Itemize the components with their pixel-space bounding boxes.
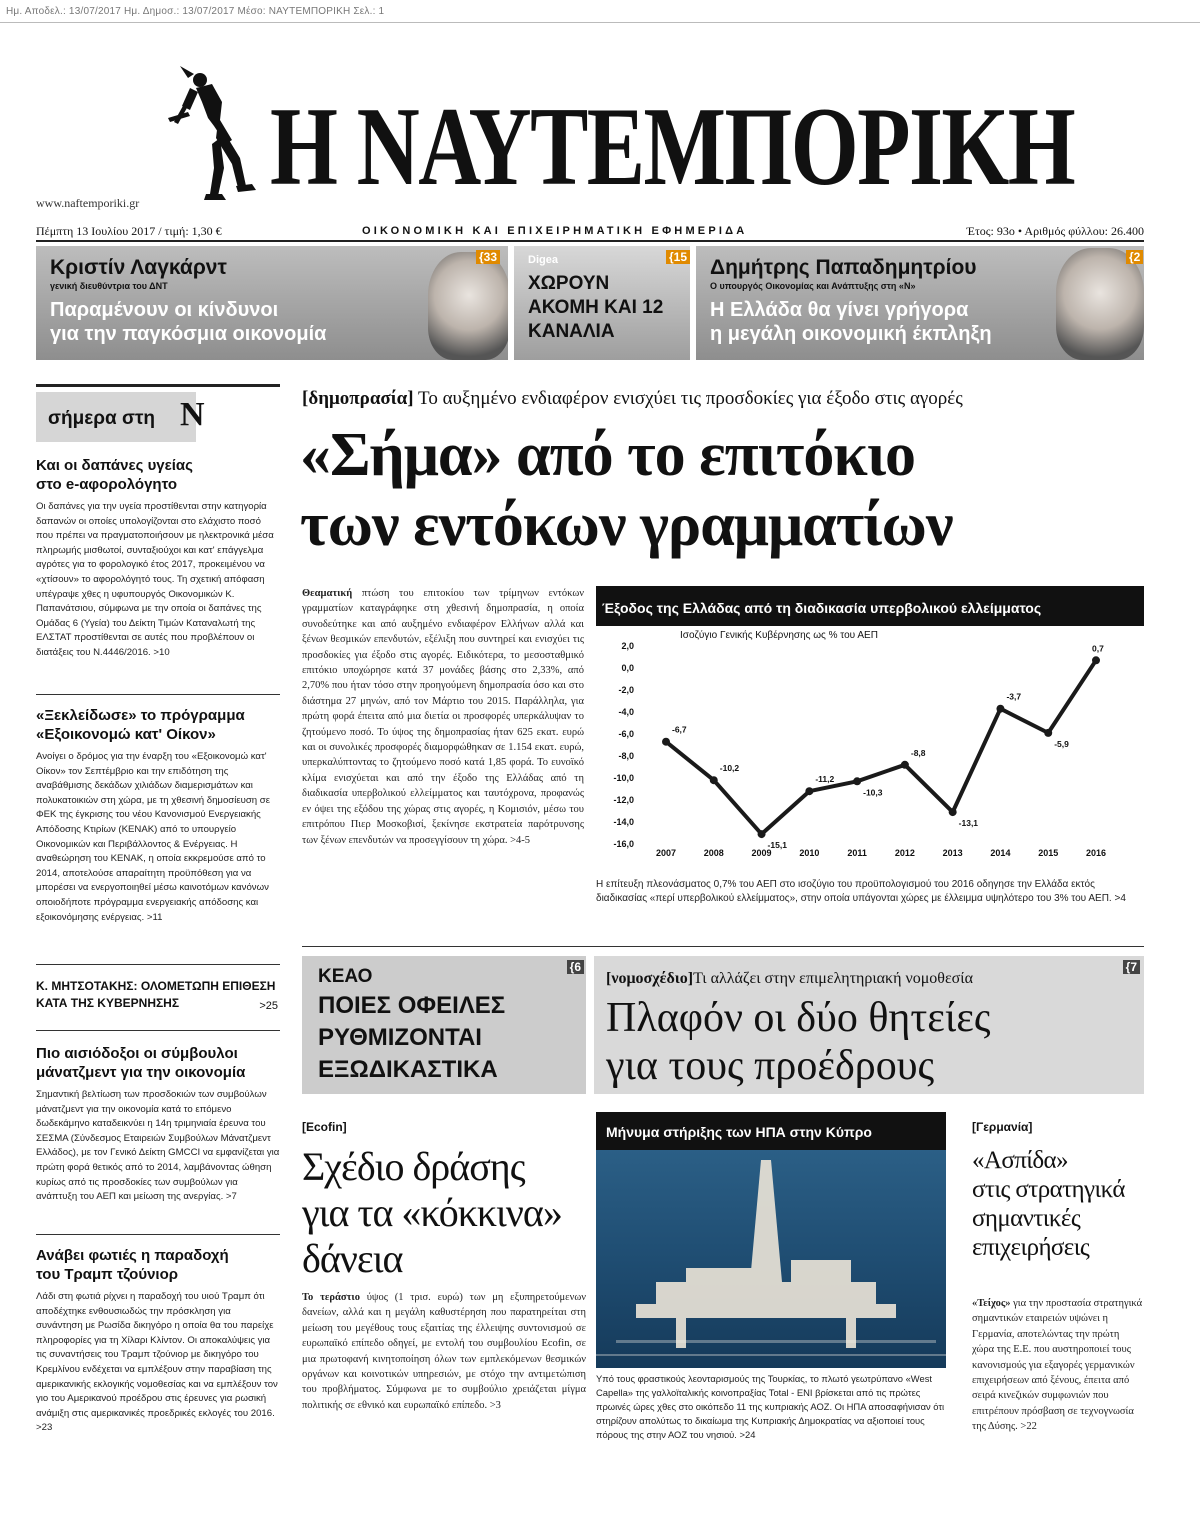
page-ref: {33 bbox=[476, 250, 500, 264]
ecofin-tag: [Ecofin] bbox=[302, 1120, 347, 1134]
data-label: -5,9 bbox=[1054, 738, 1069, 749]
story-body: Λάδι στη φωτιά ρίχνει η παραδοχή του υιού Τραμπ ότι αποδέχτηκε ενθουσιωδώς την πρόσκληση για συνάντηση με Ρωσίδα δικηγόρο η οποία θα του παρείχε πληροφορίες για τη Χίλαρι Κλίντον. Οι αποκαλύψεις για τις συναντήσεις του Τραμπ τζούνιορ με δικηγόρο του Κρεμλίνου ενδέχεται να εμπλέξουν στην παραβίαση της αμερικανικής εκλογικής νομοθεσίας και να εμπλέξουν τον γιο του Αμερικανού προέδρου στις έρευνες για ρωσική ανάμιξη στις αμερικανικές προεδρικές εκλογές του 2016. >23 bbox=[36, 1291, 278, 1434]
ecofin-headline-line: δάνεια bbox=[302, 1236, 403, 1281]
story-body: Σημαντική βελτίωση των προσδοκιών των συμβούλων μάνατζμεντ για την οικονομία κατά το επόμενο δωδεκάμηνο καταδεικνύει η 14η τριμηνιαία έρευνα του ΣΕΣΜΑ (Σύνδεσμος Εταιρειών Συμβούλων Μάνατζμεντ Ελλάδος), με τον Γενικό Δείκτη GMCCI να εμφανίζεται για πρώτη φορά θετικός από το 2014, λαμβάνοντας ώθηση κυρίως από τις προσδοκίες των συμβούλων για ανάπτυξη του ΑΕΠ και μείωση της ανεργίας. >7 bbox=[36, 1089, 280, 1203]
story-title: Και οι δαπάνες υγείας στο e-αφορολόγητο bbox=[36, 457, 193, 493]
tagline: ΟΙΚΟΝΟΜΙΚΗ ΚΑΙ ΕΠΙΧΕΙΡΗΜΑΤΙΚΗ ΕΦΗΜΕΡΙΔΑ bbox=[362, 225, 748, 237]
drilling-rig-icon bbox=[596, 1150, 946, 1368]
y-tick-label: -4,0 bbox=[618, 707, 634, 717]
y-tick-label: -16,0 bbox=[613, 839, 634, 849]
data-point bbox=[758, 830, 766, 838]
germany-headline-line: επιχειρήσεις bbox=[972, 1234, 1090, 1261]
banner-papadimitriou[interactable] bbox=[696, 246, 1144, 360]
banner-lagarde[interactable] bbox=[36, 246, 508, 360]
photo-title: Μήνυμα στήριξης των ΗΠΑ στην Κύπρο bbox=[606, 1124, 872, 1140]
y-tick-label: -8,0 bbox=[618, 751, 634, 761]
x-tick-label: 2015 bbox=[1038, 848, 1059, 858]
data-label: -6,7 bbox=[672, 724, 687, 735]
top-divider bbox=[0, 22, 1200, 23]
germany-body-lead: «Τείχος» bbox=[972, 1298, 1011, 1309]
clipping-meta: Ημ. Αποδελ.: 13/07/2017 Ημ. Δημοσ.: 13/07/2017 Μέσο: ΝΑΥΤΕΜΠΟΡΙΚΗ Σελ.: 1 bbox=[6, 6, 385, 17]
y-tick-label: 2,0 bbox=[621, 641, 634, 651]
x-tick-label: 2014 bbox=[990, 848, 1011, 858]
banner-line: Η Ελλάδα θα γίνει γρήγορα bbox=[710, 299, 969, 321]
data-point bbox=[662, 738, 670, 746]
page-ref: {6 bbox=[567, 960, 584, 974]
nomos-kicker-text: Τι αλλάζει στην επιμελητηριακή νομοθεσία bbox=[693, 970, 973, 987]
ecofin-body-text: ύψος (1 τρισ. ευρώ) των μη εξυπηρετούμενων δανείων, αλλά και η μεγάλη καθυστέρηση που παρατηρείται στη μείωση του μεγέθους τους εξαιτίας της έλλειψης συντονισμού σε ευρωπαϊκό επίπεδο οδηγεί, με εντολή του συμβουλίου Ecofin, σε μια πρωτοφανή κινητοποίηση όλων των εμπλεκόμενων θεσμικών οργάνων και κοινοτικών υπηρεσιών, με στόχο την αντιμετώπιση του προβλήματος. Σύμφωνα με το συμβούλιο χρειάζεται μίγμα πολιτικής σε εθνικό και ευρωπαϊκό επίπεδο. >3 bbox=[302, 1292, 587, 1411]
data-point bbox=[901, 761, 909, 769]
ecofin-body-lead: Το τεράστιο bbox=[302, 1292, 360, 1303]
story-title: Ανάβει φωτιές η παραδοχή του Τραμπ τζούνιορ bbox=[36, 1247, 229, 1283]
lead-headline[interactable] bbox=[300, 420, 1146, 560]
dateline: Πέμπτη 13 Ιουλίου 2017 / τιμή: 1,30 € bbox=[36, 224, 222, 238]
sidebar-story[interactable] bbox=[36, 456, 280, 661]
sidebar-divider bbox=[36, 1030, 280, 1031]
data-point bbox=[805, 787, 813, 795]
banner-line: ΚΑΝΑΛΙΑ bbox=[528, 321, 615, 342]
lead-kicker-tag: [δημοπρασία] bbox=[302, 388, 414, 409]
banner-name: Δημήτρης Παπαδημητρίου bbox=[710, 256, 977, 279]
data-label: 0,7 bbox=[1092, 643, 1104, 654]
sidebar-story[interactable] bbox=[36, 1044, 280, 1205]
sidebar-divider bbox=[36, 964, 280, 965]
nomos-headline bbox=[606, 994, 990, 1090]
story-title: Πιο αισιόδοξοι οι σύμβουλοι μάνατζμεντ για την οικονομία bbox=[36, 1045, 246, 1081]
story-title: «Ξεκλείδωσε» το πρόγραμμα «Εξοικονομώ κατ' Οίκον» bbox=[36, 707, 245, 743]
lead-kicker-text: Το αυξημένο ενδιαφέρον ενισχύει τις προσδοκίες για έξοδο στις αγορές bbox=[418, 388, 963, 409]
banner-line: για την παγκόσμια οικονομία bbox=[50, 323, 327, 345]
germany-headline-line: «Ασπίδα» bbox=[972, 1147, 1068, 1174]
y-tick-label: -14,0 bbox=[613, 817, 634, 827]
page-ref: {15 bbox=[666, 250, 690, 264]
banner-digea[interactable] bbox=[514, 246, 690, 360]
data-point bbox=[853, 777, 861, 785]
story-body: Ανοίγει ο δρόμος για την έναρξη του «Εξοικονομώ κατ' Οίκον» τον Σεπτέμβριο και την επιδότηση της αναβάθμισης δεκάδων χιλιάδων διαμερισμάτων και πολυκατοικιών στη χώρα, με τη χθεσινή δημοσίευση σε ΦΕΚ της έγκρισης του νέου Κανονισμού Ενεργειακής Απόδοσης Κτιρίων (ΚΕΝΑΚ) από το υπουργείο Οικονομικών και Περιβάλλοντος & Ενέργειας. Η αναθεώρηση του ΚΕΝΑΚ, η οποία εκκρεμούσε από το 2014, αποτελούσε απαραίτητη προϋπόθεση για να μπορέσει να ενεργοποιηθεί μέσω καινοτόμων κανόνων οποιοδήποτε πρόγραμμα ενεργειακής απόδοσης και εξοικονόμησης ενέργειας. >11 bbox=[36, 751, 270, 923]
data-point bbox=[1092, 656, 1100, 664]
nomos-box[interactable] bbox=[594, 956, 1144, 1094]
page-ref: {7 bbox=[1123, 960, 1140, 974]
masthead-rule bbox=[36, 240, 1144, 242]
ecofin-headline[interactable] bbox=[302, 1144, 586, 1282]
sidebar-header-logo: Ν bbox=[180, 396, 205, 433]
sidebar-divider bbox=[36, 694, 280, 695]
data-label: -3,7 bbox=[1006, 691, 1022, 702]
issue-number: Έτος: 93ο • Αριθμός φύλλου: 26.400 bbox=[966, 224, 1144, 238]
banner-brand: Digea bbox=[528, 254, 558, 266]
data-point bbox=[996, 705, 1004, 713]
series-name: Ισοζύγιο Γενικής Κυβέρνησης ως % του ΑΕΠ bbox=[680, 630, 878, 641]
sidebar-story[interactable] bbox=[36, 1246, 280, 1436]
sidebar-divider bbox=[36, 1234, 280, 1235]
nomos-kicker-tag: [νομοσχέδιο] bbox=[606, 970, 694, 987]
y-tick-label: -6,0 bbox=[618, 729, 634, 739]
data-point bbox=[949, 808, 957, 816]
chart-title: Έξοδος της Ελλάδας από τη διαδικασία υπερβολικού ελλείμματος bbox=[602, 600, 1042, 616]
series-line bbox=[666, 660, 1096, 834]
germany-headline[interactable] bbox=[972, 1146, 1144, 1262]
lead-body-text: πτώση του επιτοκίου των τρίμηνων εντόκων γραμματίων καταγράφηκε στη χθεσινή δημοπρασία, η οποία συνοδεύτηκε και από αυξημένο ενδιαφέρον Ελλήνων αλλά και ξένων θεσμικών επενδυτών, εξέλιξη που συντηρεί και ενισχύει τις προσδοκίες για έξοδο στις αγορές. Ειδικότερα, το μεσοσταθμικό επιτόκιο υποχώρησε κατά 37 μονάδες βάσης στο 2,33%, από 2,70% που ήταν τόσο στην προηγούμενη δημοπρασία όσο και στο διάστημα 27 μηνών, από τον Μάρτιο του 2015. Παράλληλα, για πρώτη φορά έπειτα από μια διετία οι προσφορές υπερκάλυψαν το ζητούμενο ποσό. Το ύψος της δημοπρασίας ήταν 625 εκατ. ευρώ και οι συνολικές προσφορές διαμορφώθηκαν σε 1.154 εκατ. ευρώ, υπερκαλύπτοντας το ζητούμενο ποσό κατά 1,85 φορά. Το ευνοϊκό κλίμα ενισχύεται και από την έξοδο της Ελλάδας από τη διαδικασία υπερβολικού ελλείμματος και ταυτόχρονα, προφανώς εν όψει της εξόδου της χώρας στις αγορές, η Κομισιόν, μέσω του επιτρόπου Πιερ Μοσκοβισί, ξεκίνησε εκστρατεία παρότρυνσης των ξένων επενδυτών να προσεγγίσουν τη χώρα. >4-5 bbox=[302, 588, 584, 846]
x-tick-label: 2007 bbox=[655, 848, 677, 858]
germany-headline-line: σημαντικές bbox=[972, 1205, 1081, 1232]
lead-kicker bbox=[302, 388, 1144, 410]
germany-headline-line: στις στρατηγικά bbox=[972, 1176, 1125, 1203]
data-label: -10,2 bbox=[719, 763, 740, 774]
data-label: -8,8 bbox=[910, 747, 926, 758]
keao-line: ΕΞΩΔΙΚΑΣΤΙΚΑ bbox=[318, 1056, 498, 1083]
data-label: -13,1 bbox=[958, 818, 979, 829]
papadimitriou-photo bbox=[1056, 248, 1144, 360]
y-tick-label: -10,0 bbox=[613, 773, 634, 783]
data-label: -10,3 bbox=[863, 787, 883, 798]
sidebar-header bbox=[36, 392, 205, 442]
keao-title: ΚΕΑΟ bbox=[318, 966, 373, 987]
lagarde-photo bbox=[428, 252, 508, 360]
y-tick-label: -12,0 bbox=[613, 795, 634, 805]
banner-line: ΑΚΟΜΗ ΚΑΙ 12 bbox=[528, 297, 664, 318]
sidebar-story[interactable] bbox=[36, 706, 280, 925]
story-ref: >25 bbox=[259, 1000, 278, 1012]
keao-headline bbox=[318, 990, 505, 1086]
germany-tag: [Γερμανία] bbox=[972, 1120, 1033, 1134]
chart-title-bar bbox=[596, 586, 1144, 626]
x-tick-label: 2016 bbox=[1085, 848, 1107, 858]
x-tick-label: 2008 bbox=[703, 848, 724, 858]
section-rule bbox=[302, 946, 1144, 947]
story-title: Κ. ΜΗΤΣΟΤΑΚΗΣ: ΟΛΟΜΕΤΩΠΗ ΕΠΙΘΕΣΗ ΚΑΤΑ ΤΗΣ ΚΥΒΕΡΝΗΣΗΣ bbox=[36, 979, 276, 1010]
photo-title-bar bbox=[596, 1112, 946, 1150]
chart-caption: Η επίτευξη πλεονάσματος 0,7% του ΑΕΠ στο ισοζύγιο του προϋπολογισμού του 2016 οδηγησε την Ελλάδα εκτός διαδικασίας «περί υπερβολικού ελλείμματος», στην οποία υπάγονται χώρες με έλλειμμα υψηλότερο του 3% του ΑΕΠ. >4 bbox=[596, 879, 1126, 904]
lead-headline-line: των εντόκων γραμματίων bbox=[300, 491, 953, 559]
banner-line: Παραμένουν οι κίνδυνοι bbox=[50, 299, 279, 321]
keao-line: ΡΥΘΜΙΖΟΝΤΑΙ bbox=[318, 1024, 482, 1051]
banner-role: γενική διευθύντρια του ΔΝΤ bbox=[50, 281, 168, 291]
story-body: Οι δαπάνες για την υγεία προστίθενται στην κατηγορία δαπανών οι οποίες υπολογίζονται στο ελάχιστο ποσό που πρέπει να πραγματοποιήσουν με ηλεκτρονικά μέσα πληρωμής μισθωτοί, συνταξιούχοι και κατ' επάγγελμα αγρότες για το φορολογικό έτος 2017, προκειμένου να «χτίσουν» το αφορολόγητό τους. Τη σχετική απόφαση υπέγραψε χθες η υφυπουργός Οικονομικών Κ. Παπανάτσιου, σύμφωνα με την οποία οι δαπάνες της Ομάδας 6 (Υγεία) του Δείκτη Τιμών Καταναλωτή της ΕΛΣΤΑΤ προστίθενται σε αυτές που προβλέπουν οι διατάξεις του Ν.4446/2016. >10 bbox=[36, 501, 274, 658]
sidebar-header-text: σήμερα στη bbox=[48, 408, 156, 429]
sidebar-story[interactable] bbox=[36, 978, 280, 1012]
x-tick-label: 2013 bbox=[942, 848, 963, 858]
x-tick-label: 2010 bbox=[799, 848, 820, 858]
keao-line: ΠΟΙΕΣ ΟΦΕΙΛΕΣ bbox=[318, 992, 506, 1019]
banner-name: Κριστίν Λαγκάρντ bbox=[50, 256, 227, 279]
lead-body bbox=[302, 586, 584, 848]
x-tick-label: 2009 bbox=[751, 848, 772, 858]
data-label: -15,1 bbox=[767, 840, 787, 851]
germany-body-text: για την προστασία στρατηγικά σημαντικών εταιρειών υψώνει η Γερμανία, αποτελώντας την πρώτη χώρα της Ε.Ε. που αυστηροποιεί τους κανονισμούς για εξαγορές γερμανικών επιχειρήσεων από ξένους, έπειτα από σειρά κινεζικών συμφωνιών που επιτρέπουν πρόσβαση σε τεχνογνωσία της Δύσης. >22 bbox=[972, 1298, 1143, 1433]
ecofin-headline-line: Σχέδιο δράσης bbox=[302, 1144, 525, 1189]
y-tick-label: 0,0 bbox=[621, 663, 634, 673]
deficit-line-chart bbox=[596, 626, 1144, 876]
ecofin-body bbox=[302, 1290, 586, 1413]
photo-caption: Υπό τους φραστικούς λεονταρισμούς της Τουρκίας, το πλωτό γεωτρύπανο «West Capella» της γαλλοϊταλικής κοινοπραξίας Total - ENI βρίσκεται από τις πρώτες πρωινές ώρες χθες στο οικόπεδο 11 της κυπριακής ΑΟΖ. Οι ΗΠΑ αποσαφήνισαν ότι στηρίζουν απολύτως το δικαίωμα της Κυπριακής Δημοκρατίας να αξιοποιεί τους πόρους της στην ΑΟΖ του νησιού. >24 bbox=[596, 1373, 945, 1440]
data-point bbox=[710, 776, 718, 784]
sidebar-rule bbox=[36, 384, 280, 387]
y-tick-label: -2,0 bbox=[618, 685, 634, 695]
masthead-title: Η ΝΑΥΤΕΜΠΟΡΙΚΗ bbox=[270, 85, 1075, 209]
banner-role: Ο υπουργός Οικονομίας και Ανάπτυξης στη «Ν» bbox=[710, 281, 916, 291]
page-ref: {2 bbox=[1126, 250, 1143, 264]
banner-line: ΧΩΡΟΥΝ bbox=[528, 273, 610, 294]
website-url: www.naftemporiki.gr bbox=[36, 196, 140, 210]
banner-line: η μεγάλη οικονομική έκπληξη bbox=[710, 323, 992, 345]
data-label: -11,2 bbox=[815, 774, 835, 785]
nomos-headline-line: για τους προέδρους bbox=[606, 1043, 935, 1089]
lead-body-lead: Θεαματική bbox=[302, 588, 353, 599]
nomos-kicker bbox=[606, 970, 973, 988]
keao-box[interactable] bbox=[302, 956, 586, 1094]
lead-headline-line: «Σήμα» από το επιτόκιο bbox=[300, 421, 916, 489]
x-tick-label: 2012 bbox=[894, 848, 915, 858]
x-tick-label: 2011 bbox=[847, 848, 867, 858]
mercury-logo-icon bbox=[160, 58, 270, 208]
ecofin-headline-line: για τα «κόκκινα» bbox=[302, 1190, 562, 1235]
drilling-rig-photo bbox=[596, 1150, 946, 1368]
nomos-headline-line: Πλαφόν οι δύο θητείες bbox=[606, 995, 991, 1041]
germany-body bbox=[972, 1296, 1144, 1435]
data-point bbox=[1044, 729, 1052, 737]
